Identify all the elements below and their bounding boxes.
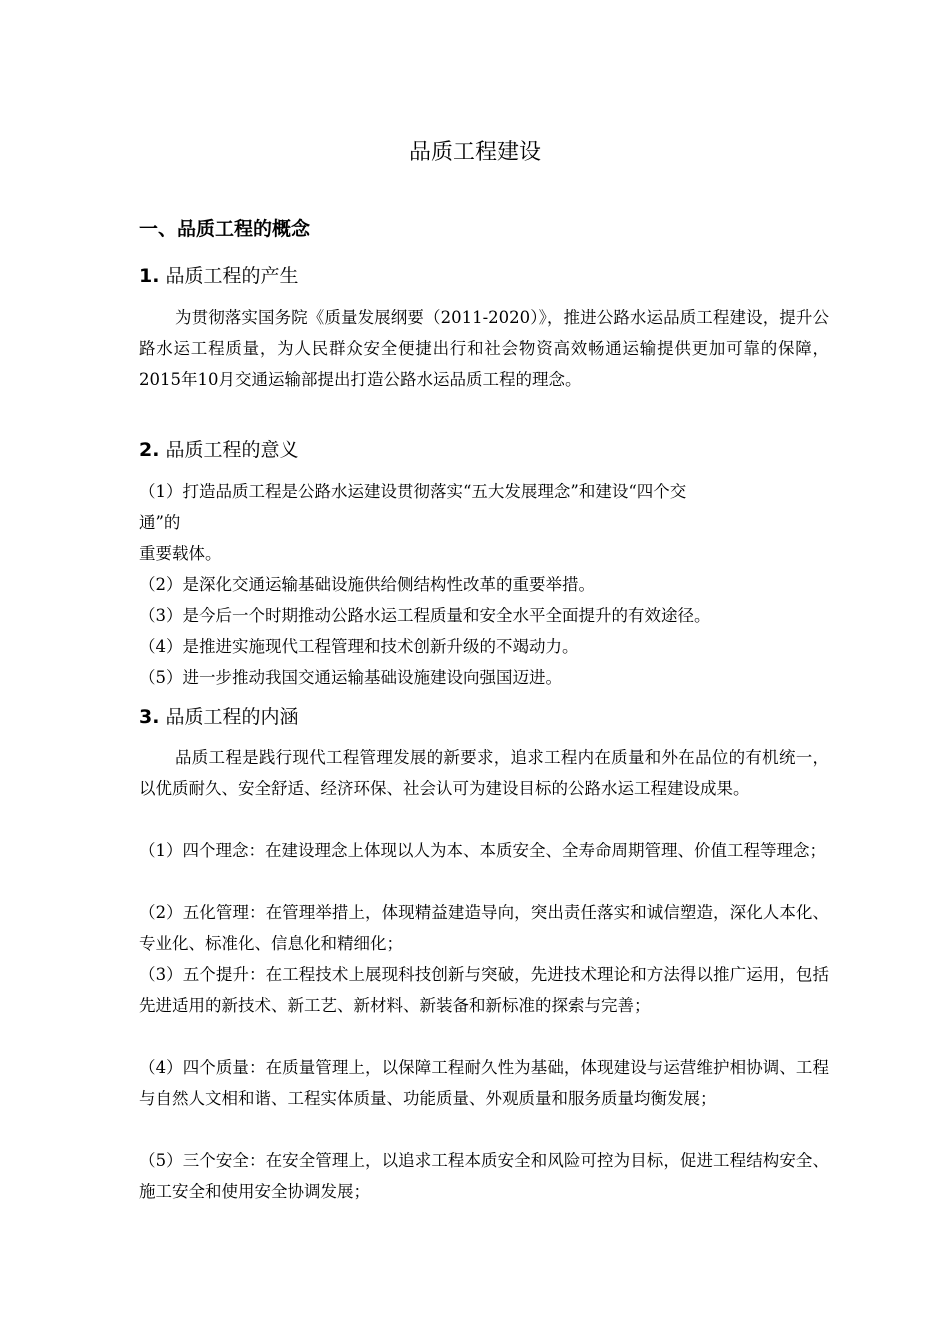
significance-item: （3）是今后一个时期推动公路水运工程质量和安全水平全面提升的有效途径。 (139, 606, 711, 625)
subsection-number: 2. (139, 439, 160, 461)
connotation-item: （5）三个安全：在安全管理上，以追求工程本质安全和风险可控为目标，促进工程结构安全、施工安全和使用安全协调发展； (139, 1151, 829, 1201)
significance-item: 通”的 (139, 513, 181, 532)
significance-item: （5）进一步推动我国交通运输基础设施建设向强国迈进。 (139, 668, 562, 687)
subsection-label: 品质工程的内涵 (165, 706, 299, 728)
connotation-intro: 品质工程是践行现代工程管理发展的新要求，追求工程内在质量和外在品位的有机统一，以优质耐久、安全舒适、经济环保、社会认可为建设目标的公路水运工程建设成果。 (139, 748, 829, 798)
subsection-number: 3. (139, 706, 160, 728)
document-title: 品质工程建设 (408, 140, 541, 165)
significance-item: （1）打造品质工程是公路水运建设贯彻落实“五大发展理念”和建设“四个交 (139, 482, 687, 501)
subsection-label: 品质工程的产生 (165, 265, 299, 287)
connotation-item: （4）四个质量：在质量管理上，以保障工程耐久性为基础，体现建设与运营维护相协调、工程与自然人文相和谐、工程实体质量、功能质量、外观质量和服务质量均衡发展； (139, 1058, 829, 1108)
subsection-heading-origin (139, 263, 299, 289)
connotation-item: （3）五个提升：在工程技术上展现科技创新与突破，先进技术理论和方法得以推广运用，包括先进适用的新技术、新工艺、新材料、新装备和新标准的探索与完善； (139, 965, 829, 1015)
subsection-label: 品质工程的意义 (165, 439, 299, 461)
significance-item: 重要载体。 (139, 544, 222, 563)
significance-item: （4）是推进实施现代工程管理和技术创新升级的不竭动力。 (139, 637, 579, 656)
subsection-number: 1. (139, 265, 160, 287)
subsection-heading-significance (139, 437, 299, 463)
significance-item: （2）是深化交通运输基础设施供给侧结构性改革的重要举措。 (139, 575, 595, 594)
connotation-item: （2）五化管理：在管理举措上，体现精益建造导向，突出责任落实和诚信塑造，深化人本化、专业化、标准化、信息化和精细化； (139, 903, 829, 953)
subsection-heading-connotation (139, 704, 299, 730)
connotation-item: （1）四个理念：在建设理念上体现以人为本、本质安全、全寿命周期管理、价值工程等理念； (139, 841, 826, 860)
section-heading-concept: 一、品质工程的概念 (139, 218, 311, 240)
origin-paragraph: 为贯彻落实国务院《质量发展纲要（2011-2020）》，推进公路水运品质工程建设，提升公路水运工程质量，为人民群众安全便捷出行和社会物资高效畅通运输提供更加可靠的保障，2015年10月交通运输部提出打造公路水运品质工程的理念。 (139, 308, 829, 389)
